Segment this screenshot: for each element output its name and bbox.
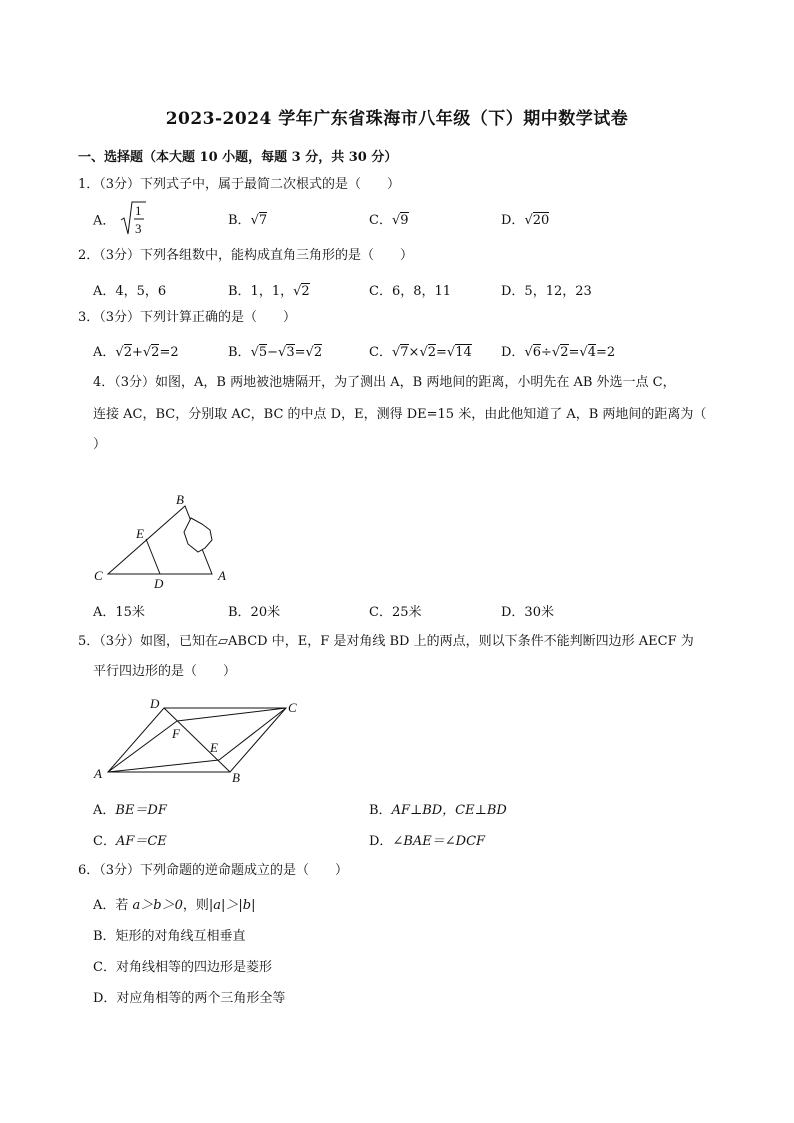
question-4-line-3: ） — [93, 437, 107, 452]
question-4-option-b: B．20米 — [228, 605, 281, 620]
sqrt-symbol: √ — [551, 345, 561, 360]
question-5-option-d: D．∠BAE＝∠DCF — [369, 834, 486, 849]
question-6-stem: 6．（3分）下列命题的逆命题成立的是（ ） — [78, 863, 349, 878]
question-6-option-b: B．矩形的对角线互相垂直 — [93, 929, 246, 944]
sqrt-symbol: √ — [305, 345, 314, 360]
question-4-option-d: D．30米 — [501, 605, 554, 620]
point-b-label: B — [232, 770, 240, 785]
point-a-label: A — [94, 766, 102, 781]
segment-ae — [108, 760, 219, 772]
point-f-label: F — [172, 726, 180, 741]
sqrt-symbol: √ — [579, 345, 588, 360]
question-4-option-a: A．15米 — [93, 605, 145, 620]
segment-fc — [177, 708, 286, 721]
sqrt-symbol: √ — [391, 345, 401, 360]
point-d-label: D — [150, 696, 160, 711]
question-5-line-2: 平行四边形的是（ ） — [93, 664, 237, 679]
point-e-label: E — [210, 740, 218, 755]
sqrt-fraction — [120, 200, 146, 238]
point-a-label: A — [218, 568, 226, 583]
question-3-option-c: C．√7×√2=√14 — [369, 345, 472, 360]
question-2-stem: 2．（3分）下列各组数中，能构成直角三角形的是（ ） — [78, 248, 414, 263]
point-c-label: C — [94, 568, 103, 583]
question-2-option-b: B．1，1，√2 — [228, 284, 310, 299]
sqrt-symbol: √ — [524, 213, 533, 228]
point-c-label: C — [288, 700, 297, 715]
sqrt-symbol: √ — [293, 284, 302, 299]
question-5-option-a: A．BE＝DF — [93, 803, 167, 818]
question-2-option-c: C．6，8，11 — [369, 284, 452, 299]
question-6-option-d: D．对应角相等的两个三角形全等 — [93, 991, 286, 1006]
page-title: 2023-2024 学年广东省珠海市八年级（下）期中数学试卷 — [165, 109, 629, 129]
question-4-option-c: C．25米 — [369, 605, 422, 620]
frac-num: 1 — [134, 203, 142, 218]
sqrt-symbol: √ — [250, 345, 259, 360]
question-1-option-d: D．√20 — [501, 213, 550, 228]
frac-den: 3 — [134, 221, 142, 236]
sqrt-symbol: √ — [250, 213, 259, 228]
point-d-label: D — [154, 576, 164, 590]
question-4-line-1: 4．（3分）如图，A，B 两地被池塘隔开，为了测出 A，B 两地间的距离，小明先在 AB 外选一点 C， — [93, 375, 676, 390]
sqrt-symbol: √ — [446, 345, 456, 360]
segment-af — [108, 721, 177, 772]
segment-de — [146, 539, 160, 574]
question-4-figure — [88, 490, 248, 590]
segment-ec — [219, 708, 286, 760]
sqrt-symbol: √ — [278, 345, 287, 360]
sqrt-symbol: √ — [524, 345, 533, 360]
question-4-line-2: 连接 AC，BC，分别取 AC，BC 的中点 D，E，测得 DE=15 米，由此他知道了 A，B 两地间的距离为（ — [93, 407, 707, 422]
question-6-option-a: A．若 a＞b＞0，则|a|＞|b| — [93, 898, 256, 913]
question-1-option-c: C．√9 — [369, 213, 409, 228]
sqrt-symbol: √ — [115, 345, 124, 360]
question-2-option-a: A．4，5，6 — [93, 284, 167, 299]
question-2-option-d: D．5，12，23 — [501, 284, 592, 299]
question-3-option-d: D．√6÷√2=√4=2 — [501, 345, 616, 360]
sqrt-symbol: √ — [391, 213, 401, 228]
question-6-option-c: C．对角线相等的四边形是菱形 — [93, 960, 272, 975]
question-5-option-b: B．AF⊥BD，CE⊥BD — [369, 803, 507, 818]
question-3-option-b: B．√5−√3=√2 — [228, 345, 323, 360]
point-e-label: E — [136, 526, 144, 541]
question-3-option-a: A．√2+√2=2 — [93, 345, 179, 360]
point-b-label: B — [176, 492, 184, 507]
question-3-stem: 3．（3分）下列计算正确的是（ ） — [78, 310, 297, 325]
section-heading: 一、选择题（本大题 10 小题，每题 3 分，共 30 分） — [78, 150, 398, 165]
question-5-line-1: 5．（3分）如图，已知在▱ABCD 中，E，F 是对角线 BD 上的两点，则以下条件不能判断四边形 AECF 为 — [78, 634, 694, 649]
question-1-stem: 1．（3分）下列式子中，属于最简二次根式的是（ ） — [78, 177, 401, 192]
sqrt-symbol: √ — [419, 345, 428, 360]
question-1-option-a: A． 1 3 — [93, 200, 146, 236]
sqrt-symbol: √ — [142, 345, 152, 360]
question-5-option-c: C．AF＝CE — [93, 834, 167, 849]
question-5-figure — [88, 694, 308, 786]
question-1-option-b: B．√7 — [228, 213, 268, 228]
pond-shape — [184, 518, 212, 552]
